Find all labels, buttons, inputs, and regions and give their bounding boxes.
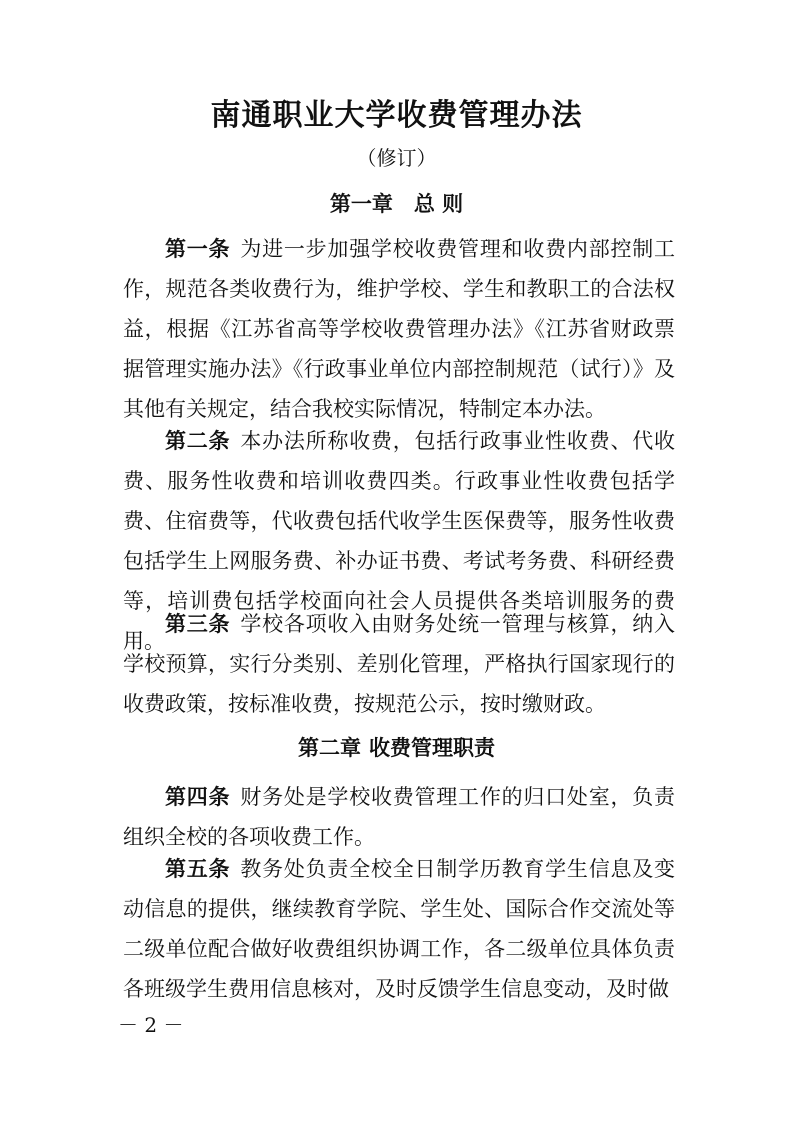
- article-text: 学校各项收入由财务处统一管理与核算，纳入学校预算，实行分类别、差别化管理，严格执行国家现行的收费政策，按标准收费，按规范公示，按时缴财政。: [123, 612, 676, 716]
- article-label: 第三条: [165, 612, 231, 636]
- article-text: 财务处是学校收费管理工作的归口处室，负责组织全校的各项收费工作。: [123, 785, 676, 849]
- article-label: 第四条: [165, 785, 231, 809]
- article-paragraph: [123, 604, 675, 724]
- document-subtitle: （修订）: [356, 146, 437, 170]
- chapter-heading-2: [0, 733, 793, 763]
- chapter-name: 收费管理职责: [369, 736, 495, 760]
- article-text: 教务处负责全校全日制学历教育学生信息及变动信息的提供，继续教育学院、学生处、国际合作交流处等二级单位配合做好收费组织协调工作，各二级单位具体负责各班级学生费用信息核对，及时反馈学生信息变动，及时做: [123, 857, 676, 1001]
- chapter-heading-1: [0, 189, 793, 219]
- document-title: 南通职业大学收费管理办法: [210, 98, 583, 133]
- article-text: 为进一步加强学校收费管理和收费内部控制工作，规范各类收费行为，维护学校、学生和教职工的合法权益，根据《江苏省高等学校收费管理办法》《江苏省财政票据管理实施办法》《行政事业单位内部控制规范（试行）》及其他有关规定，结合我校实际情况，特制定本办法。: [123, 237, 676, 421]
- article-label: 第二条: [165, 429, 231, 453]
- article-paragraph: [123, 229, 675, 429]
- article-text: 本办法所称收费，包括行政事业性收费、代收费、服务性收费和培训收费四类。行政事业性收费包括学费、住宿费等，代收费包括代收学生医保费等，服务性收费包括学生上网服务费、补办证书费、考试考务费、科研经费等，培训费包括学校面向社会人员提供各类培训服务的费用。: [123, 429, 676, 653]
- article-paragraph: [123, 849, 675, 1009]
- chapter-number: 第一章: [329, 192, 393, 216]
- article-label: 第五条: [165, 857, 231, 881]
- article-label: 第一条: [165, 237, 231, 261]
- chapter-name: 总 则: [413, 192, 464, 216]
- article-paragraph: [123, 777, 675, 857]
- page-number: － 2 －: [118, 1013, 184, 1037]
- chapter-number: 第二章: [298, 736, 361, 760]
